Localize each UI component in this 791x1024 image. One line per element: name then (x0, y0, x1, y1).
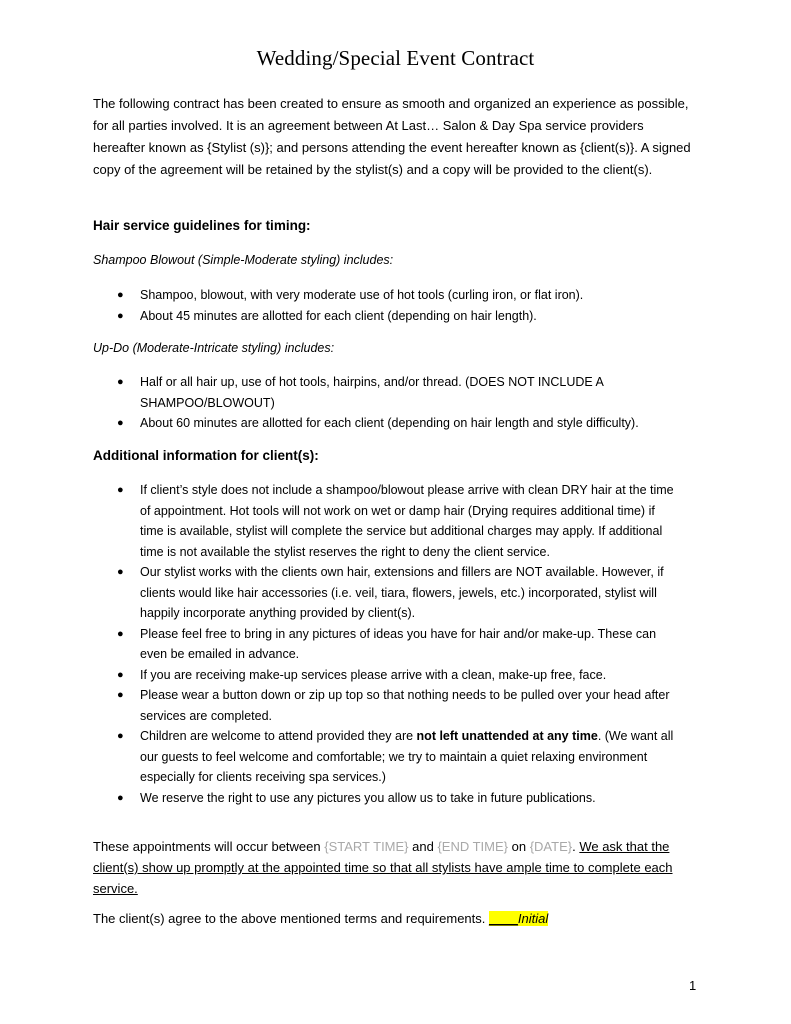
bullet-icon: ● (117, 417, 124, 429)
list-item: ● Half or all hair up, use of hot tools, hairpins, and/or thread. (DOES NOT INCLUDE A SHAMPOO/BLOWOUT) (117, 372, 637, 413)
intro-paragraph: The following contract has been created to ensure as smooth and organized an experience as possible, for all parties involved. It is an agreement between At Last… Salon & Day Spa service providers hereafter known as {Stylist (s)}; and persons attending the event hereafter known as {client(s)}. A signed copy of the agreement will be retained by the stylist(s) and a copy will be provided to the client(s). (93, 96, 691, 177)
bullet-icon: ● (117, 566, 124, 578)
page-number: 1 (689, 978, 697, 993)
agreement-line: The client(s) agree to the above mentioned terms and requirements. ____Initial (93, 911, 549, 926)
bullet-icon: ● (117, 689, 124, 701)
list-item: ● We reserve the right to use any pictures you allow us to take in future publications. (117, 788, 677, 809)
list-item: ● About 45 minutes are allotted for each client (depending on hair length). (117, 306, 677, 327)
additional-info-heading: Additional information for client(s): (93, 448, 319, 463)
promptness-notice: We ask that the client(s) show up promptly at the appointed time so that all stylists have ample time to complete each service. (93, 839, 673, 896)
list-item: ● If client’s style does not include a shampoo/blowout please arrive with clean DRY hair at the time of appointment. Hot tools will not work on wet or damp hair (Drying requires additional time) if time is available, stylist will complete the service but additional charges may apply. If additional time is not available the stylist reserves the right to deny the client service. (117, 480, 677, 562)
blowout-list (117, 285, 677, 326)
page-title: Wedding/Special Event Contract (256, 46, 535, 70)
bullet-icon: ● (117, 289, 124, 301)
bullet-icon: ● (117, 791, 124, 804)
bullet-icon: ● (117, 484, 124, 496)
list-item: ● Please wear a button down or zip up top so that nothing needs to be pulled over your head after services are completed. (117, 685, 677, 726)
end-time-field[interactable]: {END TIME} (437, 839, 509, 854)
list-item: ● Children are welcome to attend provided they are not left unattended at any time. (We want all our guests to feel welcome and comfortable; we try to maintain a quiet relaxing environment especially for clients receiving spa services.) (117, 726, 677, 788)
start-time-field[interactable]: {START TIME} (324, 839, 409, 854)
updo-label: Up-Do (Moderate-Intricate styling) includes: (93, 341, 335, 355)
bullet-icon: ● (117, 668, 124, 681)
list-item: ● Shampoo, blowout, with very moderate use of hot tools (curling iron, or flat iron). (117, 285, 677, 306)
bullet-icon: ● (117, 309, 124, 322)
bullet-icon: ● (117, 376, 124, 388)
list-item: ● Our stylist works with the clients own hair, extensions and fillers are NOT available. However, if clients would like hair accessories (i.e. veil, tiara, flowers, jewels, etc.) incorporated, stylist will happily incorporate anything provided by client(s). (117, 562, 677, 624)
initial-field[interactable]: ____Initial (489, 911, 549, 926)
bullet-icon: ● (117, 730, 124, 742)
list-item: ● If you are receiving make-up services please arrive with a clean, make-up free, face. (117, 665, 677, 686)
hair-guidelines-heading: Hair service guidelines for timing: (93, 218, 311, 233)
updo-list (117, 372, 637, 434)
list-item: ● About 60 minutes are allotted for each client (depending on hair length and style difficulty). (117, 413, 700, 434)
date-field[interactable]: {DATE} (529, 839, 573, 854)
additional-info-list (117, 480, 677, 808)
emphasis-text: not left unattended at any time (416, 729, 598, 743)
blowout-label: Shampoo Blowout (Simple-Moderate styling) includes: (93, 253, 394, 267)
list-item: ● Please feel free to bring in any pictures of ideas you have for hair and/or make-up. These can even be emailed in advance. (117, 624, 677, 665)
bullet-icon: ● (117, 627, 124, 640)
appointment-paragraph: These appointments will occur between {START TIME} and {END TIME} on {DATE}. We ask that the client(s) show up promptly at the appointed time so that all stylists have ample time to complete each service. (93, 839, 673, 896)
